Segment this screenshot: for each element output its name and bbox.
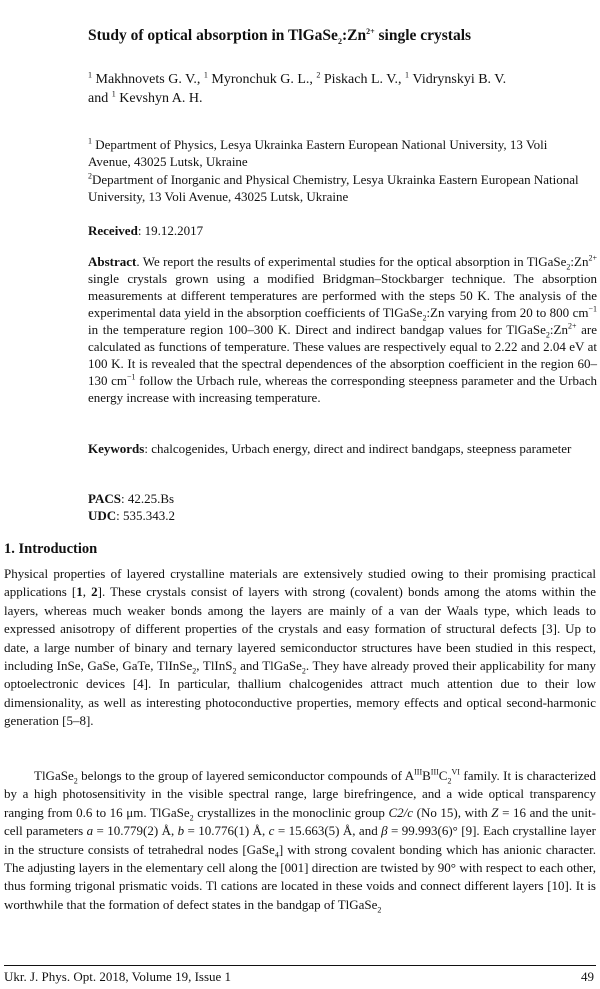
intro-paragraph-1: Physical properties of layered crystalline materials are extensively studied owing to their promising practical applications [1, 2]. These crystals consist of layers with strong (covalent) bonds among the atoms within the layers, whereas much weaker bonds among the layers are mainly of a van der Waals type, which leads to expressed anisotropy of different properties of the crystals and easy formation of structural defects [3]. Up to date, a large number of binary and ternary layered semiconductor structures have been studied in this respect, including InSe, GaSe, GaTe, TlInSe$_2$, TlInS$_2$ and TlGaSe$_2$. They have already proved their applicability for many optoelectronic devices [4]. In particular, thallium chalcogenides attract much attention due to their low dimensionality, as well as interesting photoconductive properties, memory effects and optical second-harmonic generation [5–8].: [4, 566, 596, 729]
pacs-code: PACS: 42.25.Bs: [88, 491, 175, 506]
journal-reference: Ukr. J. Phys. Opt. 2018, Volume 19, Issue 1: [4, 969, 232, 984]
author-list: $^1$ Makhnovets G. V., $^1$ Myronchuk G. L., $^2$ Piskach L. V., $^1$ Vidrynskyi B. V. and $^1$ Kevshyn A. H.: [88, 70, 507, 106]
abstract: Abstract. We report the results of experimental studies for the optical absorption in $TlGaSe_2:Zn^{2+}$ single crystals grown using a modified Bridgman–Stockbarger technique. The absorption measurements at different temperatures are performed with the steps 50 K. The analysis of the experimental data yield in the absorption coefficients of TlGaSe$_2$:Zn varying from 20 to 800 $cm^{-1}$ in the temperature region 100–300 K. Direct and indirect bandgap values for $TlGaSe_2:Zn^{2+}$ are calculated as functions of temperature. These values are respectively equal to 2.22 and 2.04 eV at 100 K. It is revealed that the spectral dependences of the absorption coefficient in the region 60–130 $cm^{-1}$ follow the Urbach rule, whereas the corresponding steepness parameter and the Urbach energy increase with increasing temperature.: [88, 253, 597, 405]
affiliation-2: $^2$Department of Inorganic and Physical Chemistry, Lesya Ukrainka Eastern European National University, 13 Voli Avenue, 43025 Lutsk, Ukraine: [88, 171, 579, 204]
intro-paragraph-2: TlGaSe$_2$ belongs to the group of layered semiconductor compounds of $A^{III}B^{III}C_2^{VI}$ family. It is characterized by a high photosensitivity in the visible spectral range, large birefringence, and a wide optical transparency ranging from 0.6 to 16 μm. TlGaSe$_2$ crystallizes in the monoclinic group C2/c (No 15), with Z = 16 and the unit-cell parameters a = 10.779(2) Å, b = 10.776(1) Å, c = 15.663(5) Å, and β = 99.993(6)° [9]. Each crystalline layer in the structure consists of tetrahedral nodes [GaSe$_4$] with strong covalent bonding which has anionic character. The adjusting layers in the elementary cell along the [001] direction are twisted by 90° with respect to each other, thus forming trigonal prismatic voids. Tl cations are located in these voids and connect different layers [10]. It is worthwhile that the formation of defect states in the bandgap of TlGaSe$_2$: [4, 767, 596, 915]
section-heading-introduction: 1. Introduction: [4, 541, 98, 557]
received-date: Received: 19.12.2017: [88, 223, 204, 238]
page-number: 49: [581, 969, 594, 984]
footer-divider: [4, 965, 596, 966]
citation-link[interactable]: 2: [91, 584, 98, 600]
affiliation-1: $^1$ Department of Physics, Lesya Ukrainka Eastern European National University, 13 Voli Avenue, 43025 Lutsk, Ukraine: [88, 136, 548, 169]
citation-link[interactable]: 1: [76, 584, 83, 600]
udc-code: UDC: 535.343.2: [88, 508, 176, 523]
paper-title: Study of optical absorption in $TlGaSe_2:Zn^{2+}$ single crystals: [88, 26, 472, 47]
keywords: Keywords: chalcogenides, Urbach energy, direct and indirect bandgaps, steepness parameter: [88, 441, 572, 456]
